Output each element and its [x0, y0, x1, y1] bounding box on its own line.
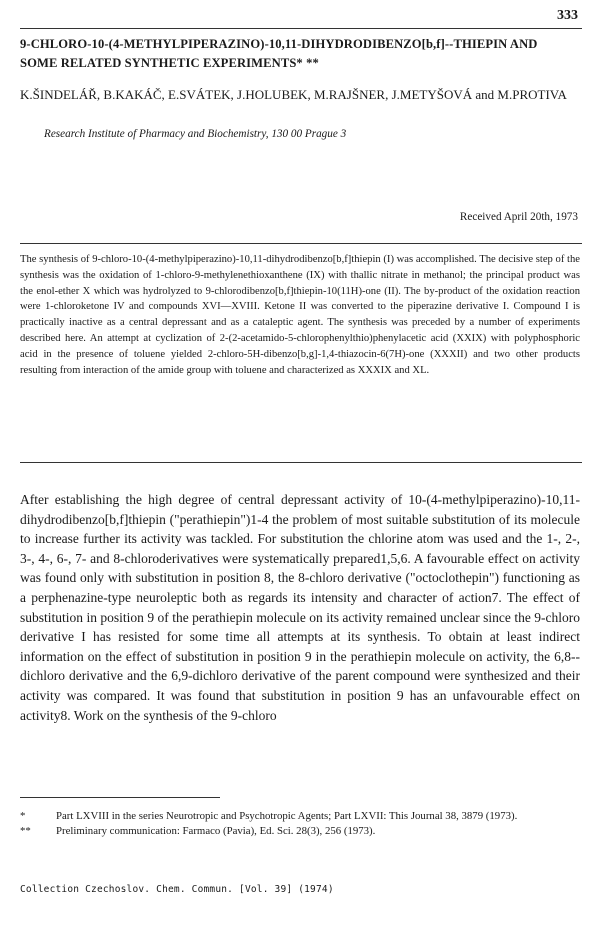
- article-title: 9-CHLORO-10-(4-METHYLPIPERAZINO)-10,11-DIHYDRODIBENZO[b,f]--THIEPIN AND SOME RELATED SYNTHETIC EXPERIMENTS* **: [20, 37, 538, 70]
- journal-footer: Collection Czechoslov. Chem. Commun. [Vol. 39] (1974): [20, 884, 334, 895]
- abstract-rule-top: [20, 243, 582, 244]
- footnote-text: Preliminary communication: Farmaco (Pavia), Ed. Sci. 28(3), 256 (1973).: [56, 824, 376, 837]
- header-rule: [20, 28, 582, 29]
- received-date: Received April 20th, 1973: [459, 211, 578, 223]
- body-paragraph: After establishing the high degree of central depressant activity of 10-(4-methylpiperazino)-10,11-dihydrodibenzo[b,f]thiepin ("perathiepin")1-4 the problem of most suitable substitution of its molecule to increase further its activity was tackled. For substitution the chlorine atom was used and the 1-, 2-, 3-, 4-, 6-, 7- and 8-chloroderivatives were systematically prepared1,5,6. A favourable effect on activity was found only with substitution in position 8, the 8-chloro derivative ("octoclothepin") functioning as a perphenazine-type neuroleptic both as regards its intensity and character of action7. The effect of substitution in position 9 of the perathiepin molecule on its activity remained unclear since the 9-chloro derivative I has resisted for some time all attempts at its synthesis. To obtain at least indirect information on the effect of substitution in position 9 in the perathiepin molecule on activity, the 6,8--dichloro derivative and the 6,9-dichloro derivative of the parent compound were synthesized and their activity was compared. It was found that substitution in position 9 has an unfavourable effect on activity8. Work on the synthesis of the 9-chloro: [20, 492, 580, 723]
- footnotes: [20, 809, 580, 838]
- affiliation: Research Institute of Pharmacy and Biochemistry, 130 00 Prague 3: [44, 128, 347, 140]
- footnote-mark: **: [20, 824, 31, 837]
- abstract-rule-bottom: [20, 462, 582, 463]
- footnote-mark: *: [20, 810, 26, 822]
- author-list: K.ŠINDELÁŘ, B.KAKÁČ, E.SVÁTEK, J.HOLUBEK, M.RAJŠNER, J.METYŠOVÁ and M.PROTIVA: [20, 87, 567, 102]
- abstract: The synthesis of 9-chloro-10-(4-methylpiperazino)-10,11-dihydrodibenzo[b,f]thiepin (I) was accomplished. The decisive step of the synthesis was the oxidation of 1-chloro-9-methylenethioxanthene (IX) with thallic nitrate in methanol; the principal product was the enol-ether X which was hydrolyzed to 9-chlorodibenzo[b,f]thiepin-10(11H)-one (II). The by-product of the oxidation reaction were 1-chloroketone IV and compounds XVI—XVIII. Ketone II was converted to the piperazine derivative I. Compound I is practically inactive as a central depressant and as a cataleptic agent. The synthesis was preceded by a number of experiments described here. An attempt at cyclization of 2-(2-acetamido-5-chlorophenylthio)phenylacetic acid (XXIX) with polyphosphoric acid in the presence of toluene yielded 2-chloro-5H-dibenzo[b,g]-1,4-thiazocin-6(7H)-one (XXXII) and two other products resulting from interaction of the amide group with toluene and characterized as XXXIX and XL.: [20, 254, 580, 376]
- footnote-rule: [20, 797, 220, 798]
- footnote-1: [20, 809, 580, 824]
- page-number: 333: [557, 8, 578, 23]
- footnote-2: [20, 824, 580, 839]
- footnote-text: Part LXVIII in the series Neurotropic and Psychotropic Agents; Part LXVII: This Journal 38, 3879 (1973).: [56, 810, 518, 822]
